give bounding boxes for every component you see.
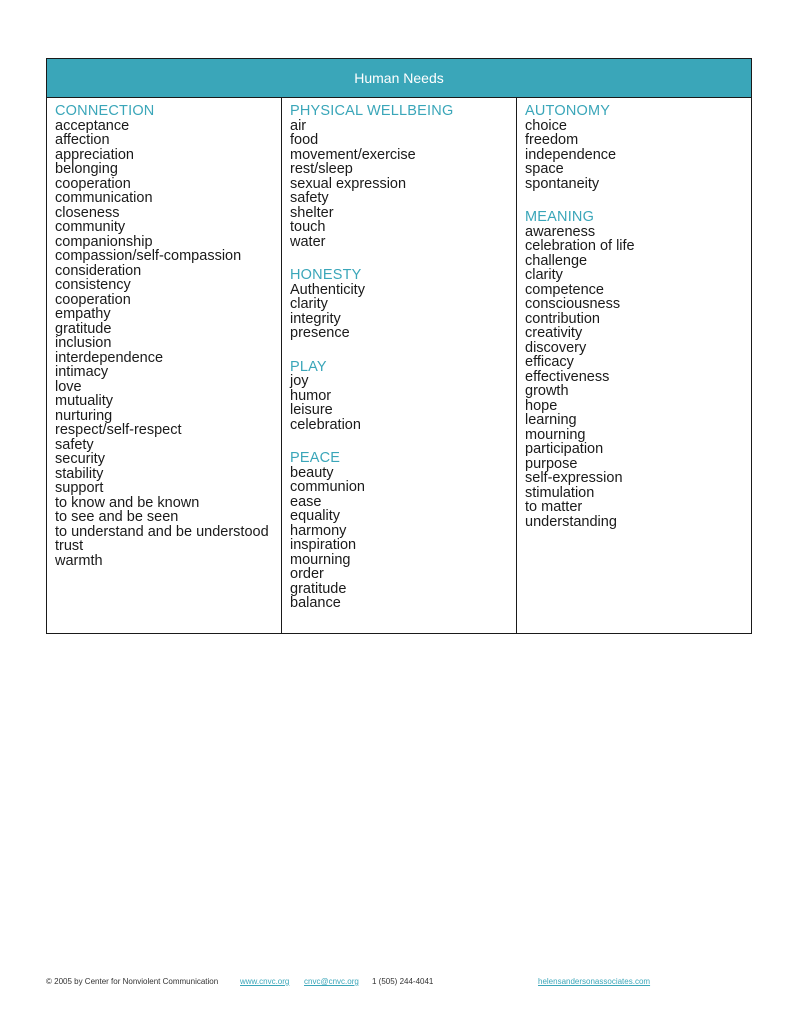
- list-item: leisure: [290, 402, 333, 418]
- footer-website-link[interactable]: www.cnvc.org: [240, 977, 290, 986]
- list-item: hope: [525, 397, 558, 414]
- list-item: ease: [290, 493, 322, 510]
- needs-section: [290, 104, 516, 249]
- column-2: [281, 98, 516, 633]
- footer-email-link[interactable]: cnvc@cnvc.org: [304, 977, 359, 986]
- list-item: cooperation: [55, 291, 131, 308]
- column-1: [47, 98, 281, 633]
- needs-list: [290, 119, 516, 250]
- list-item: inspiration: [290, 537, 357, 553]
- list-item: to understand and be understood: [55, 523, 269, 540]
- needs-section: [290, 268, 516, 341]
- list-item: order: [290, 566, 324, 582]
- list-item: love: [55, 378, 82, 395]
- list-item: to matter: [525, 499, 583, 515]
- list-item: acceptance: [55, 117, 130, 134]
- list-item: creativity: [525, 325, 583, 341]
- footer-phone: 1 (505) 244-4041: [372, 977, 434, 986]
- list-item: integrity: [290, 310, 341, 327]
- list-item: compassion/self-compassion: [55, 248, 242, 264]
- needs-list: [290, 466, 516, 611]
- list-item: clarity: [290, 296, 328, 312]
- list-item: understanding: [525, 513, 617, 530]
- needs-section: [525, 104, 751, 191]
- column-3: [516, 98, 751, 633]
- needs-section: [55, 104, 281, 568]
- list-item: stimulation: [525, 484, 595, 501]
- section-heading: MEANING: [525, 209, 595, 225]
- list-item: air: [290, 117, 307, 134]
- list-item: challenge: [525, 252, 588, 269]
- list-item: intimacy: [55, 364, 109, 380]
- list-item: to know and be known: [55, 494, 200, 511]
- table-title: Human Needs: [47, 59, 751, 98]
- list-item: awareness: [525, 223, 596, 240]
- list-item: belonging: [55, 161, 118, 177]
- list-item: gratitude: [290, 580, 347, 597]
- list-item: community: [55, 219, 126, 235]
- list-item: shelter: [290, 204, 334, 221]
- footer-copyright: © 2005 by Center for Nonviolent Communication: [46, 977, 219, 986]
- section-heading: HONESTY: [290, 267, 362, 283]
- list-item: consciousness: [525, 296, 621, 312]
- list-item: harmony: [290, 522, 347, 539]
- list-item: food: [290, 132, 319, 148]
- needs-list: [525, 225, 751, 530]
- list-item: choice: [525, 117, 567, 134]
- list-item: efficacy: [525, 354, 574, 370]
- list-item: consistency: [55, 277, 131, 293]
- list-item: balance: [290, 595, 341, 611]
- list-item: communication: [55, 190, 153, 206]
- list-item: contribution: [525, 310, 600, 327]
- list-item: joy: [290, 373, 309, 389]
- needs-section: [290, 360, 516, 433]
- list-item: consideration: [55, 262, 142, 279]
- list-item: interdependence: [55, 349, 164, 366]
- list-item: clarity: [525, 267, 563, 283]
- list-item: touch: [290, 219, 326, 235]
- list-item: affection: [55, 132, 110, 148]
- list-item: sexual expression: [290, 175, 407, 192]
- list-item: beauty: [290, 464, 334, 481]
- list-item: gratitude: [55, 320, 112, 337]
- list-item: trust: [55, 538, 84, 554]
- list-item: independence: [525, 146, 617, 163]
- list-item: stability: [55, 465, 104, 482]
- list-item: inclusion: [55, 335, 112, 351]
- list-item: presence: [290, 325, 350, 341]
- list-item: celebration: [290, 416, 361, 433]
- section-heading: AUTONOMY: [525, 103, 611, 119]
- list-item: spontaneity: [525, 175, 600, 192]
- section-heading: PHYSICAL WELLBEING: [290, 103, 454, 119]
- list-item: purpose: [525, 455, 578, 472]
- list-item: safety: [55, 436, 94, 453]
- list-item: celebration of life: [525, 238, 635, 254]
- list-item: rest/sleep: [290, 161, 353, 177]
- list-item: mutuality: [55, 393, 114, 409]
- table-columns: [47, 98, 751, 633]
- list-item: Authenticity: [290, 281, 365, 298]
- list-item: water: [290, 233, 326, 250]
- list-item: equality: [290, 508, 340, 524]
- needs-table: [46, 58, 752, 634]
- list-item: to see and be seen: [55, 509, 179, 525]
- list-item: safety: [290, 190, 329, 206]
- list-item: communion: [290, 479, 365, 495]
- needs-list: [290, 283, 516, 341]
- needs-list: [525, 119, 751, 192]
- needs-list: [290, 374, 516, 432]
- needs-section: [290, 451, 516, 611]
- list-item: warmth: [55, 552, 103, 569]
- list-item: self-expression: [525, 470, 623, 486]
- section-heading: CONNECTION: [55, 103, 155, 119]
- list-item: space: [525, 161, 564, 177]
- list-item: support: [55, 480, 104, 496]
- list-item: humor: [290, 387, 332, 404]
- list-item: empathy: [55, 306, 111, 322]
- list-item: discovery: [525, 339, 587, 356]
- list-item: companionship: [55, 233, 153, 250]
- section-heading: PLAY: [290, 358, 327, 375]
- list-item: participation: [525, 441, 604, 457]
- list-item: cooperation: [55, 175, 131, 192]
- footer-partner-link[interactable]: helensandersonassociates.com: [538, 977, 651, 986]
- list-item: movement/exercise: [290, 146, 416, 163]
- needs-section: [525, 210, 751, 529]
- list-item: growth: [525, 383, 569, 399]
- section-heading: PEACE: [290, 450, 341, 466]
- list-item: appreciation: [55, 146, 134, 163]
- list-item: competence: [525, 281, 604, 298]
- list-item: effectiveness: [525, 368, 610, 385]
- list-item: security: [55, 451, 105, 467]
- needs-list: [55, 119, 281, 569]
- list-item: mourning: [525, 426, 586, 443]
- list-item: mourning: [290, 551, 351, 568]
- list-item: learning: [525, 412, 577, 428]
- list-item: closeness: [55, 204, 120, 221]
- list-item: freedom: [525, 132, 579, 148]
- list-item: nurturing: [55, 407, 113, 424]
- list-item: respect/self-respect: [55, 422, 182, 438]
